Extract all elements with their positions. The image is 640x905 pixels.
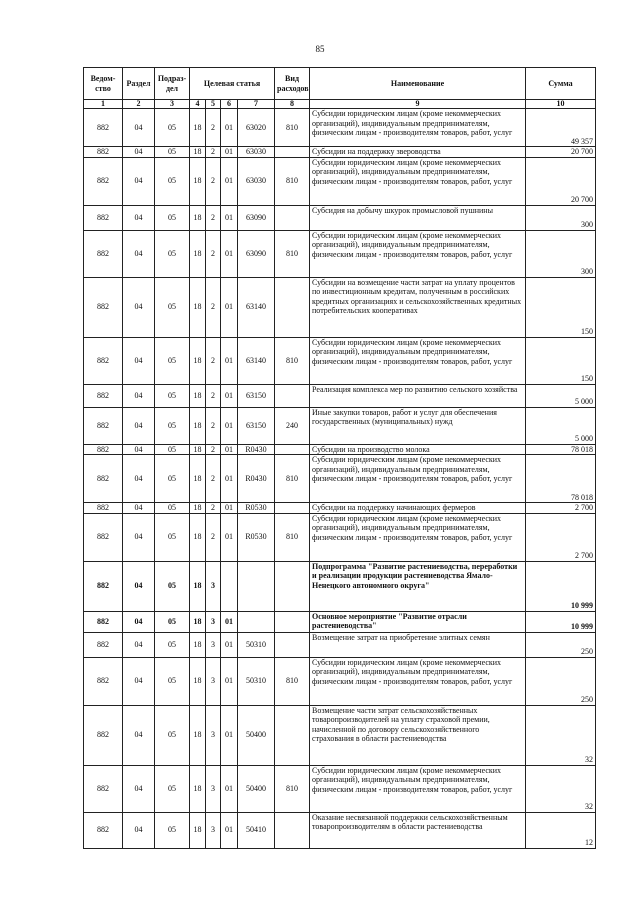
ministry-cell: 882 (84, 205, 123, 230)
item-name-cell: Субсидия на добычу шкурок промысловой пушнины (310, 205, 526, 230)
ministry-cell: 882 (84, 109, 123, 147)
table-row (84, 513, 596, 561)
target-part1-cell: 18 (190, 611, 206, 632)
table-row (84, 157, 596, 205)
amount-cell: 20 700 (526, 157, 596, 205)
amount-cell: 250 (526, 657, 596, 705)
expense-type-cell: 810 (275, 455, 310, 503)
subsection-cell: 05 (155, 632, 190, 657)
expense-type-cell: 810 (275, 230, 310, 277)
item-name-cell: Субсидии юридическим лицам (кроме некоммерческих организаций), индивидуальным предпринимателям, физическим лицам - производителям товаров, работ, услуг (310, 455, 526, 503)
target-part3-cell: 01 (221, 277, 238, 337)
target-part3-cell: 01 (221, 513, 238, 561)
table-row (84, 384, 596, 407)
ministry-cell: 882 (84, 444, 123, 455)
target-part2-cell: 3 (206, 705, 221, 765)
target-part3-cell: 01 (221, 657, 238, 705)
target-part1-cell: 18 (190, 705, 206, 765)
ministry-cell: 882 (84, 657, 123, 705)
target-part1-cell: 18 (190, 503, 206, 514)
column-number: 4 (190, 100, 206, 109)
item-name-cell: Субсидии на поддержку начинающих фермеров (310, 503, 526, 514)
table-row (84, 147, 596, 158)
section-cell: 04 (123, 147, 155, 158)
column-number: 9 (310, 100, 526, 109)
amount-cell: 2 700 (526, 513, 596, 561)
amount-cell: 300 (526, 205, 596, 230)
amount-cell: 2 700 (526, 503, 596, 514)
item-name-cell: Субсидии на производство молока (310, 444, 526, 455)
expense-type-cell (275, 277, 310, 337)
target-part2-cell: 2 (206, 205, 221, 230)
target-part3-cell: 01 (221, 705, 238, 765)
amount-cell: 250 (526, 632, 596, 657)
ministry-cell: 882 (84, 513, 123, 561)
ministry-cell: 882 (84, 230, 123, 277)
section-cell: 04 (123, 455, 155, 503)
column-number: 10 (526, 100, 596, 109)
target-part2-cell: 2 (206, 147, 221, 158)
header-section: Раздел (123, 68, 155, 100)
target-part3-cell: 01 (221, 503, 238, 514)
ministry-cell: 882 (84, 147, 123, 158)
item-name-cell: Субсидии юридическим лицам (кроме некоммерческих организаций), индивидуальным предпринимателям, физическим лицам - производителям товаров, работ, услуг (310, 657, 526, 705)
target-code-cell: 50400 (238, 705, 275, 765)
amount-cell: 78 018 (526, 444, 596, 455)
target-part1-cell: 18 (190, 157, 206, 205)
target-part3-cell: 01 (221, 632, 238, 657)
target-part2-cell: 3 (206, 657, 221, 705)
section-cell: 04 (123, 444, 155, 455)
item-name-cell: Субсидии юридическим лицам (кроме некоммерческих организаций), индивидуальным предпринимателям, физическим лицам - производителям товаров, работ, услуг (310, 109, 526, 147)
expense-type-cell (275, 205, 310, 230)
subsection-cell: 05 (155, 455, 190, 503)
header-name: Наименование (310, 68, 526, 100)
subsection-cell: 05 (155, 157, 190, 205)
ministry-cell: 882 (84, 407, 123, 444)
target-part2-cell: 2 (206, 513, 221, 561)
table-row (84, 230, 596, 277)
expense-type-cell (275, 444, 310, 455)
table-row (84, 561, 596, 611)
expense-type-cell (275, 705, 310, 765)
amount-cell: 10 999 (526, 611, 596, 632)
column-number: 3 (155, 100, 190, 109)
target-part3-cell (221, 561, 238, 611)
amount-cell: 78 018 (526, 455, 596, 503)
ministry-cell: 882 (84, 455, 123, 503)
target-part3-cell: 01 (221, 611, 238, 632)
header-expense-type: Вид расходов (275, 68, 310, 100)
expense-type-cell (275, 561, 310, 611)
amount-cell: 32 (526, 705, 596, 765)
expense-type-cell (275, 812, 310, 848)
table-row (84, 337, 596, 384)
page-number: 85 (315, 44, 325, 54)
subsection-cell: 05 (155, 705, 190, 765)
target-part3-cell: 01 (221, 812, 238, 848)
target-code-cell: 63140 (238, 277, 275, 337)
section-cell: 04 (123, 705, 155, 765)
target-part2-cell: 2 (206, 277, 221, 337)
target-part3-cell: 01 (221, 384, 238, 407)
subsection-cell: 05 (155, 561, 190, 611)
section-cell: 04 (123, 561, 155, 611)
table-row (84, 109, 596, 147)
target-part2-cell: 2 (206, 109, 221, 147)
target-part2-cell: 2 (206, 230, 221, 277)
target-part2-cell: 3 (206, 611, 221, 632)
target-part1-cell: 18 (190, 109, 206, 147)
section-cell: 04 (123, 230, 155, 277)
ministry-cell: 882 (84, 812, 123, 848)
target-part3-cell: 01 (221, 444, 238, 455)
amount-cell: 10 999 (526, 561, 596, 611)
item-name-cell: Иные закупки товаров, работ и услуг для обеспечения государственных (муниципальных) нужд (310, 407, 526, 444)
ministry-cell: 882 (84, 705, 123, 765)
section-cell: 04 (123, 503, 155, 514)
ministry-cell: 882 (84, 632, 123, 657)
target-part3-cell: 01 (221, 765, 238, 812)
subsection-cell: 05 (155, 109, 190, 147)
column-number-row (84, 100, 596, 109)
expense-type-cell (275, 384, 310, 407)
section-cell: 04 (123, 812, 155, 848)
table-row (84, 657, 596, 705)
expense-type-cell: 810 (275, 765, 310, 812)
section-cell: 04 (123, 109, 155, 147)
ministry-cell: 882 (84, 337, 123, 384)
item-name-cell: Реализация комплекса мер по развитию сельского хозяйства (310, 384, 526, 407)
section-cell: 04 (123, 407, 155, 444)
subsection-cell: 05 (155, 812, 190, 848)
target-part2-cell: 2 (206, 157, 221, 205)
target-part3-cell: 01 (221, 337, 238, 384)
column-number: 2 (123, 100, 155, 109)
expense-type-cell (275, 147, 310, 158)
target-part3-cell: 01 (221, 157, 238, 205)
section-cell: 04 (123, 384, 155, 407)
column-number: 6 (221, 100, 238, 109)
table-row (84, 277, 596, 337)
target-part1-cell: 18 (190, 277, 206, 337)
item-name-cell: Основное мероприятие "Развитие отрасли растениеводства" (310, 611, 526, 632)
target-code-cell: 50410 (238, 812, 275, 848)
table-row (84, 444, 596, 455)
item-name-cell: Субсидии юридическим лицам (кроме некоммерческих организаций), индивидуальным предпринимателям, физическим лицам - производителям товаров, работ, услуг (310, 513, 526, 561)
item-name-cell: Оказание несвязанной поддержки сельскохозяйственным товаропроизводителям в области растениеводства (310, 812, 526, 848)
amount-cell: 12 (526, 812, 596, 848)
target-code-cell: 50310 (238, 657, 275, 705)
target-part2-cell: 2 (206, 337, 221, 384)
ministry-cell: 882 (84, 503, 123, 514)
target-code-cell: 50400 (238, 765, 275, 812)
target-part1-cell: 18 (190, 513, 206, 561)
header-ministry: Ведом-ство (84, 68, 123, 100)
subsection-cell: 05 (155, 230, 190, 277)
subsection-cell: 05 (155, 147, 190, 158)
target-part3-cell: 01 (221, 230, 238, 277)
table-row (84, 705, 596, 765)
target-part3-cell: 01 (221, 407, 238, 444)
target-code-cell: 63090 (238, 230, 275, 277)
ministry-cell: 882 (84, 561, 123, 611)
amount-cell: 20 700 (526, 147, 596, 158)
target-part1-cell: 18 (190, 632, 206, 657)
item-name-cell: Субсидии на возмещение части затрат на уплату процентов по инвестиционным кредитам, полученным в российских кредитных организациях и сельскохозяйственных кредитных потребительских кооперативах (310, 277, 526, 337)
target-part1-cell: 18 (190, 444, 206, 455)
subsection-cell: 05 (155, 205, 190, 230)
table-row (84, 455, 596, 503)
target-code-cell (238, 561, 275, 611)
amount-cell: 300 (526, 230, 596, 277)
ministry-cell: 882 (84, 611, 123, 632)
item-name-cell: Возмещение части затрат сельскохозяйственных товаропроизводителей на уплату страховой премии, начисленной по договору сельскохозяйственного страхования в области растениеводства (310, 705, 526, 765)
table-row (84, 812, 596, 848)
subsection-cell: 05 (155, 657, 190, 705)
item-name-cell: Субсидии юридическим лицам (кроме некоммерческих организаций), индивидуальным предпринимателям, физическим лицам - производителям товаров, работ, услуг (310, 765, 526, 812)
table-header-row (84, 68, 596, 100)
amount-cell: 150 (526, 277, 596, 337)
target-code-cell: 63030 (238, 147, 275, 158)
subsection-cell: 05 (155, 407, 190, 444)
table-row (84, 205, 596, 230)
section-cell: 04 (123, 765, 155, 812)
expense-type-cell: 240 (275, 407, 310, 444)
target-part1-cell: 18 (190, 812, 206, 848)
header-subsection: Подраз-дел (155, 68, 190, 100)
amount-cell: 32 (526, 765, 596, 812)
expense-type-cell: 810 (275, 513, 310, 561)
target-code-cell: 63030 (238, 157, 275, 205)
expense-type-cell (275, 503, 310, 514)
expense-type-cell (275, 632, 310, 657)
amount-cell: 5 000 (526, 407, 596, 444)
table-row (84, 407, 596, 444)
expense-type-cell: 810 (275, 157, 310, 205)
target-code-cell: 63140 (238, 337, 275, 384)
subsection-cell: 05 (155, 337, 190, 384)
expense-type-cell (275, 611, 310, 632)
target-part2-cell: 2 (206, 455, 221, 503)
target-part1-cell: 18 (190, 657, 206, 705)
target-part1-cell: 18 (190, 337, 206, 384)
target-code-cell: R0530 (238, 503, 275, 514)
target-code-cell: 63020 (238, 109, 275, 147)
target-code-cell: 63150 (238, 384, 275, 407)
target-code-cell (238, 611, 275, 632)
subsection-cell: 05 (155, 611, 190, 632)
item-name-cell: Субсидии на поддержку звероводства (310, 147, 526, 158)
target-part1-cell: 18 (190, 407, 206, 444)
column-number: 8 (275, 100, 310, 109)
ministry-cell: 882 (84, 765, 123, 812)
target-part2-cell: 3 (206, 561, 221, 611)
subsection-cell: 05 (155, 444, 190, 455)
ministry-cell: 882 (84, 277, 123, 337)
subsection-cell: 05 (155, 384, 190, 407)
target-part1-cell: 18 (190, 205, 206, 230)
target-part2-cell: 2 (206, 444, 221, 455)
ministry-cell: 882 (84, 157, 123, 205)
header-target: Целевая статья (190, 68, 275, 100)
item-name-cell: Субсидии юридическим лицам (кроме некоммерческих организаций), индивидуальным предпринимателям, физическим лицам - производителям товаров, работ, услуг (310, 157, 526, 205)
subsection-cell: 05 (155, 765, 190, 812)
amount-cell: 150 (526, 337, 596, 384)
section-cell: 04 (123, 632, 155, 657)
target-code-cell: R0430 (238, 455, 275, 503)
target-part1-cell: 18 (190, 384, 206, 407)
column-number: 7 (238, 100, 275, 109)
table-row (84, 611, 596, 632)
subsection-cell: 05 (155, 277, 190, 337)
target-part1-cell: 18 (190, 455, 206, 503)
target-part3-cell: 01 (221, 147, 238, 158)
item-name-cell: Подпрограмма "Развитие растениеводства, переработки и реализации продукции растениеводства Ямало-Ненецкого автономного округа" (310, 561, 526, 611)
target-part2-cell: 2 (206, 407, 221, 444)
section-cell: 04 (123, 611, 155, 632)
target-part3-cell: 01 (221, 109, 238, 147)
target-part1-cell: 18 (190, 561, 206, 611)
target-code-cell: 63090 (238, 205, 275, 230)
table-body (84, 109, 596, 849)
item-name-cell: Субсидии юридическим лицам (кроме некоммерческих организаций), индивидуальным предпринимателям, физическим лицам - производителям товаров, работ, услуг (310, 230, 526, 277)
target-code-cell: R0430 (238, 444, 275, 455)
target-part2-cell: 2 (206, 503, 221, 514)
item-name-cell: Субсидии юридическим лицам (кроме некоммерческих организаций), индивидуальным предпринимателям, физическим лицам - производителям товаров, работ, услуг (310, 337, 526, 384)
target-part2-cell: 3 (206, 632, 221, 657)
target-code-cell: 50310 (238, 632, 275, 657)
section-cell: 04 (123, 205, 155, 230)
ministry-cell: 882 (84, 384, 123, 407)
target-part1-cell: 18 (190, 147, 206, 158)
section-cell: 04 (123, 157, 155, 205)
budget-table (83, 67, 596, 849)
section-cell: 04 (123, 337, 155, 384)
expense-type-cell: 810 (275, 109, 310, 147)
section-cell: 04 (123, 277, 155, 337)
amount-cell: 49 357 (526, 109, 596, 147)
table-row (84, 632, 596, 657)
table-row (84, 503, 596, 514)
column-number: 5 (206, 100, 221, 109)
target-part3-cell: 01 (221, 455, 238, 503)
subsection-cell: 05 (155, 513, 190, 561)
target-code-cell: 63150 (238, 407, 275, 444)
expense-type-cell: 810 (275, 337, 310, 384)
column-number: 1 (84, 100, 123, 109)
section-cell: 04 (123, 657, 155, 705)
expense-type-cell: 810 (275, 657, 310, 705)
target-part2-cell: 2 (206, 384, 221, 407)
section-cell: 04 (123, 513, 155, 561)
target-part2-cell: 3 (206, 812, 221, 848)
target-code-cell: R0530 (238, 513, 275, 561)
target-part3-cell: 01 (221, 205, 238, 230)
item-name-cell: Возмещение затрат на приобретение элитных семян (310, 632, 526, 657)
table-row (84, 765, 596, 812)
target-part2-cell: 3 (206, 765, 221, 812)
target-part1-cell: 18 (190, 230, 206, 277)
target-part1-cell: 18 (190, 765, 206, 812)
amount-cell: 5 000 (526, 384, 596, 407)
subsection-cell: 05 (155, 503, 190, 514)
header-amount: Сумма (526, 68, 596, 100)
